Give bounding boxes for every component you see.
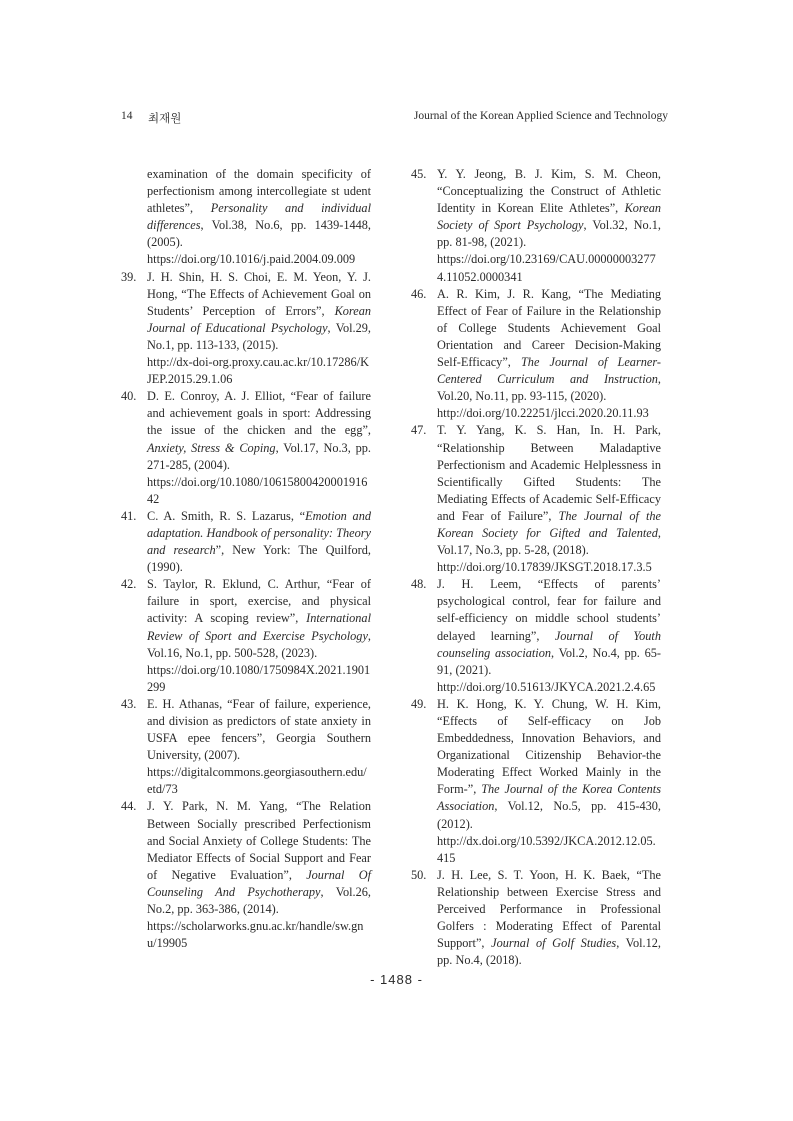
reference-link[interactable]: http://dx.doi.org/10.5392/JKCA.2012.12.05.415	[437, 833, 656, 865]
reference-text: D. E. Conroy, A. J. Elliot, “Fear of failure and achievement goals in sport: Addressing the issue of the chicken and the egg”,	[147, 389, 371, 438]
reference-details: , Vol.29, No.1, pp. 113-133, (2015).	[147, 320, 371, 352]
reference-text: C. A. Smith, R. S. Lazarus, “	[147, 508, 306, 523]
reference-text: examination of the domain specificity of perfectionism among intercollegiate st udent athletes”,	[147, 167, 371, 216]
reference-text: J. H. Lee, S. T. Yoon, H. K. Baek, “The Relationship between Exercise Stress and Perceived Performance in Professional Golfers : Moderating Effect of Parental Support”,	[437, 867, 661, 951]
reference-journal: The Journal of the Korean Society for Gifted and Talented	[437, 508, 661, 540]
reference-number: 40.	[121, 389, 137, 404]
reference-number: 48.	[411, 577, 427, 592]
reference-link[interactable]: http://dx-doi-org.proxy.cau.ac.kr/10.17286/KJEP.2015.29.1.06	[147, 355, 369, 387]
reference-journal: Journal Of Counseling And Psychotherapy	[147, 867, 372, 899]
reference-details: , Vol.2, No.4, pp. 65-91, (2021).	[437, 645, 661, 677]
reference-item	[411, 576, 661, 696]
reference-link[interactable]: http://doi.org/10.51613/JKYCA.2021.2.4.65	[437, 679, 656, 694]
reference-number: 43.	[121, 696, 137, 711]
reference-link[interactable]: https://digitalcommons.georgiasouthern.edu/etd/73	[147, 765, 367, 797]
reference-link[interactable]: http://doi.org/10.17839/JKSGT.2018.17.3.5	[437, 560, 652, 575]
reference-number: 39.	[121, 269, 137, 284]
reference-text: J. H. Shin, H. S. Choi, E. M. Yeon, Y. J. Hong, “The Effects of Achievement Goal on Students’ Perception of Errors”,	[147, 269, 371, 318]
reference-details: , Vol.17, No.3, pp. 271-285, (2004).	[147, 440, 372, 472]
reference-details: , Vol.38, No.6, pp. 1439-1448, (2005).	[147, 218, 371, 250]
reference-link[interactable]: https://doi.org/10.1080/1750984X.2021.1901299	[147, 662, 371, 694]
reference-item	[121, 576, 371, 696]
reference-link[interactable]: https://scholarworks.gnu.ac.kr/handle/sw.gnu/19905	[147, 919, 364, 951]
reference-item	[121, 798, 371, 952]
reference-details: ”, New York: The Quilford, (1990).	[147, 543, 371, 575]
header-page-number: 14	[121, 110, 133, 122]
reference-journal: Journal of Golf Studies	[491, 936, 617, 951]
reference-item	[411, 867, 661, 970]
reference-details: , Vol.12, No.5, pp. 415-430, (2012).	[437, 799, 661, 831]
reference-item	[121, 508, 371, 576]
reference-number: 49.	[411, 696, 427, 711]
reference-details: , Vol.12, pp. No.4, (2018).	[437, 936, 661, 968]
page-footer-number: - 1488 -	[370, 972, 423, 987]
right-reference-column	[411, 166, 661, 969]
left-reference-column	[121, 166, 371, 952]
reference-details: , Vol.16, No.1, pp. 500-528, (2023).	[147, 628, 371, 660]
reference-number: 44.	[121, 799, 137, 814]
reference-number: 41.	[121, 508, 137, 523]
reference-number: 50.	[411, 867, 427, 882]
reference-details: , Vol.26, No.2, pp. 363-386, (2014).	[147, 884, 371, 917]
reference-journal: The Journal of Learner-Centered Curriculum and Instruction	[437, 355, 661, 387]
reference-item	[411, 422, 661, 576]
reference-journal: Emotion and adaptation. Handbook of personality: Theory and research	[147, 508, 371, 558]
reference-number: 47.	[411, 423, 427, 438]
reference-journal: Personality and individual differences	[147, 201, 372, 233]
reference-text: H. K. Hong, K. Y. Chung, W. H. Kim, “Effects of Self-efficacy on Job Embeddedness, Innovation Behaviors, and Organizational Citizenship Behavior-the Moderating Effect Worked Mainly in the Form-”,	[437, 696, 661, 797]
reference-journal: Korean Society of Sport Psychology	[437, 201, 661, 233]
reference-item	[121, 388, 371, 508]
reference-item	[411, 696, 661, 867]
reference-journal: The Journal of the Korea Contents Association	[437, 782, 661, 814]
header-author: 최재원	[148, 113, 182, 125]
reference-text: E. H. Athanas, “Fear of failure, experience, and division as predictors of state anxiety in USFA epee fencers”, Georgia Southern University, (2007).	[147, 696, 371, 763]
reference-text: Y. Y. Jeong, B. J. Kim, S. M. Cheon, “Conceptualizing the Construct of Athletic Identity in Korean Elite Athletes”,	[437, 167, 661, 216]
reference-details: , Vol.20, No.11, pp. 93-115, (2020).	[437, 372, 661, 404]
reference-journal: Korean Journal of Educational Psychology	[147, 303, 371, 335]
reference-text: T. Y. Yang, K. S. Han, In. H. Park, “Relationship Between Maladaptive Perfectionism and Academic Helplessness in Scientifically Gifted Students: The Mediating Effects of Academic Self-Efficacy and Fear of Failure”,	[437, 423, 661, 523]
reference-journal: International Review of Sport and Exercise Psychology	[147, 611, 371, 643]
reference-item	[411, 166, 661, 286]
reference-number: 46.	[411, 286, 427, 301]
reference-link[interactable]: http://doi.org/10.22251/jlcci.2020.20.11.93	[437, 406, 649, 421]
reference-journal: Journal of Youth counseling association	[437, 628, 661, 660]
reference-link[interactable]: https://doi.org/10.1080/1061580042000191642	[147, 474, 368, 506]
reference-item	[121, 696, 371, 799]
reference-text: J. H. Leem, “Effects of parents’ psychological control, fear for failure and self-efficiency on middle school students’ delayed learning”,	[437, 577, 661, 643]
header-journal-title: Journal of the Korean Applied Science and Technology	[413, 110, 668, 122]
reference-continuation	[121, 166, 371, 269]
reference-link[interactable]: https://doi.org/10.23169/CAU.000000032774.11052.0000341	[437, 252, 656, 284]
reference-text: A. R. Kim, J. R. Kang, “The Mediating Effect of Fear of Failure in the Relationship of College Students Achievement Goal Orientation and Career Decision-Making Self-Efficacy”,	[437, 286, 661, 370]
reference-text: J. Y. Park, N. M. Yang, “The Relation Between Socially prescribed Perfectionism and Social Anxiety of College Students: The Mediator Effects of Social Support and Fear of Negative Evaluation”,	[147, 799, 371, 882]
reference-journal: Anxiety, Stress & Coping	[147, 440, 276, 455]
reference-text: S. Taylor, R. Eklund, C. Arthur, “Fear of failure in sport, exercise, and physical activity: A scoping review”,	[147, 577, 371, 626]
reference-number: 45.	[411, 167, 427, 181]
reference-item	[411, 286, 661, 423]
reference-item	[121, 269, 371, 389]
reference-number: 42.	[121, 577, 137, 592]
reference-details: , Vol.32, No.1, pp. 81-98, (2021).	[437, 218, 661, 250]
reference-link[interactable]: https://doi.org/10.1016/j.paid.2004.09.009	[147, 252, 356, 267]
reference-details: , Vol.17, No.3, pp. 5-28, (2018).	[437, 525, 661, 558]
